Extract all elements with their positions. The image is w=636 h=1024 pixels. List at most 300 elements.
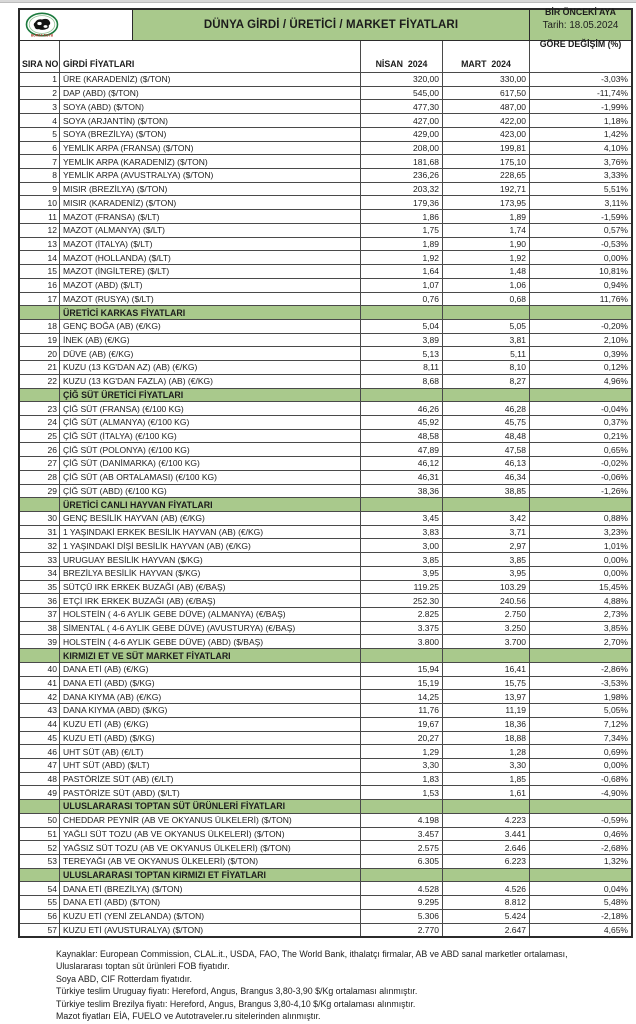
table-row [20, 346, 631, 360]
march-value: 46,34 [442, 471, 529, 484]
row-number: 29 [47, 485, 57, 496]
march-value: 4.223 [442, 814, 529, 827]
row-number: 36 [47, 595, 57, 606]
change-value: 0,46% [529, 828, 631, 841]
section-header-row [20, 497, 631, 511]
change-value: 1,01% [529, 539, 631, 552]
table-row [20, 772, 631, 786]
item-name: DANA ETİ (AB) (€/KG) [59, 663, 360, 676]
section-sira-spacer [20, 389, 59, 402]
row-number: 11 [48, 211, 57, 222]
table-row [20, 525, 631, 539]
april-value: 477,30 [360, 100, 442, 113]
section-title: ÜRETİCİ KARKAS FİYATLARI [59, 306, 360, 319]
price-table [18, 8, 633, 938]
change-value: -2,86% [529, 663, 631, 676]
april-value: 3,45 [360, 512, 442, 525]
row-number: 56 [47, 911, 57, 922]
row-number: 12 [47, 225, 57, 236]
section-sira-spacer [20, 649, 59, 662]
item-name: ÇİĞ SÜT (AB ORTALAMASI) (€/100 KG) [59, 471, 360, 484]
april-value: 4.528 [360, 882, 442, 895]
table-row [20, 182, 631, 196]
table-row [20, 442, 631, 456]
change-value: 1,18% [529, 114, 631, 127]
change-value: 7,34% [529, 732, 631, 745]
table-row [20, 634, 631, 648]
item-name: SİMENTAL ( 4-6 AYLIK GEBE DÜVE) (AVUSTURYA) (€/BAŞ) [59, 622, 360, 635]
march-value: 5,11 [442, 347, 529, 360]
item-name: DÜVE (AB) (€/KG) [59, 347, 360, 360]
march-value: 3,42 [442, 512, 529, 525]
row-number: 57 [47, 924, 57, 935]
change-value: -1,59% [529, 210, 631, 223]
footnote-line: Türkiye teslim Uruguay fiyatı: Hereford, Angus, Brangus 3,80-3,90 $/Kg ortalaması alınmıştır. [56, 986, 418, 997]
row-number: 40 [47, 664, 57, 675]
march-value: 5.424 [442, 910, 529, 923]
table-row [20, 607, 631, 621]
section-march-spacer [442, 389, 529, 402]
row-number: 22 [47, 376, 57, 387]
march-value: 46,13 [442, 457, 529, 470]
april-value: 208,00 [360, 142, 442, 155]
april-value: 181,68 [360, 155, 442, 168]
march-value: 175,10 [442, 155, 529, 168]
march-value: 3.700 [442, 635, 529, 648]
march-value: 13,97 [442, 690, 529, 703]
item-name: KUZU (13 KG'DAN AZ) (AB) (€/KG) [59, 361, 360, 374]
item-name: GENÇ BESİLİK HAYVAN (AB) (€/KG) [59, 512, 360, 525]
row-number: 44 [47, 719, 57, 730]
april-value: 9.295 [360, 896, 442, 909]
table-row [20, 429, 631, 443]
march-value: 1,89 [442, 210, 529, 223]
march-value: 3,81 [442, 334, 529, 347]
march-value: 330,00 [442, 73, 529, 86]
item-name: KUZU (13 KG'DAN FAZLA) (AB) (€/KG) [59, 375, 360, 388]
change-value: 15,45% [529, 581, 631, 594]
table-row [20, 209, 631, 223]
row-number: 23 [47, 403, 57, 414]
april-value: 3,00 [360, 539, 442, 552]
april-value: 2.770 [360, 924, 442, 937]
change-value: -3,53% [529, 677, 631, 690]
table-row [20, 689, 631, 703]
change-value: 0,69% [529, 745, 631, 758]
item-name: PASTÖRİZE SÜT (AB) (€/LT) [59, 773, 360, 786]
table-row [20, 758, 631, 772]
april-value: 48,58 [360, 430, 442, 443]
table-row [20, 895, 631, 909]
section-march-spacer [442, 498, 529, 511]
change-value: 4,88% [529, 594, 631, 607]
section-header-row [20, 799, 631, 813]
section-change-spacer [529, 306, 631, 319]
row-number: 21 [47, 362, 57, 373]
table-row [20, 113, 631, 127]
item-name: MAZOT (RUSYA) ($/LT) [59, 293, 360, 306]
change-value: 5,05% [529, 704, 631, 717]
change-value: 3,23% [529, 526, 631, 539]
row-number: 6 [52, 142, 57, 153]
section-sira-spacer [20, 498, 59, 511]
section-march-spacer [442, 649, 529, 662]
item-name: URUGUAY BESİLİK HAYVAN ($/KG) [59, 553, 360, 566]
april-value: 15,94 [360, 663, 442, 676]
table-row [20, 237, 631, 251]
item-name: SOYA (ARJANTİN) ($/TON) [59, 114, 360, 127]
row-number: 27 [47, 458, 57, 469]
march-value: 18,36 [442, 718, 529, 731]
march-value: 3,95 [442, 567, 529, 580]
section-april-spacer [360, 869, 442, 882]
change-value: 3,85% [529, 622, 631, 635]
march-value: 15,75 [442, 677, 529, 690]
change-value: 0,00% [529, 553, 631, 566]
item-name: TEREYAĞI (AB VE OKYANUS ÜLKELERİ) ($/TON) [59, 855, 360, 868]
section-change-spacer [529, 649, 631, 662]
april-value: 1,92 [360, 251, 442, 264]
item-name: YAĞLI SÜT TOZU (AB VE OKYANUS ÜLKELERİ) ($/TON) [59, 828, 360, 841]
section-sira-spacer [20, 800, 59, 813]
item-name: ÇİĞ SÜT (İTALYA) (€/100 KG) [59, 430, 360, 443]
change-value: 4,10% [529, 142, 631, 155]
row-number: 33 [47, 554, 57, 565]
march-value: 38,85 [442, 485, 529, 498]
item-name: KUZU ETİ (AVUSTURALYA) ($/TON) [59, 924, 360, 937]
row-number: 38 [47, 623, 57, 634]
row-number: 54 [47, 883, 57, 894]
footnote-line: Uluslararası toptan süt ürünleri FOB fiyatıdır. [56, 961, 230, 972]
table-row [20, 717, 631, 731]
march-value: 6.223 [442, 855, 529, 868]
row-number: 51 [47, 828, 57, 839]
change-value: 4,65% [529, 924, 631, 937]
april-value: 4.198 [360, 814, 442, 827]
item-name: DANA KIYMA (ABD) ($/KG) [59, 704, 360, 717]
april-value: 14,25 [360, 690, 442, 703]
april-value: 5,04 [360, 320, 442, 333]
item-name: ÇİĞ SÜT (ALMANYA) (€/100 KG) [59, 416, 360, 429]
april-value: 119.25 [360, 581, 442, 594]
row-number: 32 [47, 540, 57, 551]
row-number: 20 [47, 348, 57, 359]
april-value: 2.825 [360, 608, 442, 621]
table-row [20, 731, 631, 745]
table-row [20, 154, 631, 168]
march-value: 199,81 [442, 142, 529, 155]
row-number: 35 [47, 581, 57, 592]
row-number: 15 [47, 266, 57, 277]
april-value: 3.457 [360, 828, 442, 841]
item-name: DANA ETİ (BREZİLYA) ($/TON) [59, 882, 360, 895]
item-name: ÇİĞ SÜT (DANİMARKA) (€/100 KG) [59, 457, 360, 470]
march-value: 45,75 [442, 416, 529, 429]
table-row [20, 141, 631, 155]
report-date: Tarih: 18.05.2024 [529, 10, 631, 40]
item-name: MAZOT (İTALYA) ($/LT) [59, 238, 360, 251]
table-row [20, 250, 631, 264]
table-row [20, 278, 631, 292]
item-name: DANA ETİ (ABD) ($/KG) [59, 677, 360, 690]
march-value: 1,92 [442, 251, 529, 264]
item-name: SOYA (ABD) ($/TON) [59, 100, 360, 113]
table-row [20, 292, 631, 306]
april-value: 429,00 [360, 128, 442, 141]
april-value: 46,26 [360, 402, 442, 415]
march-value: 422,00 [442, 114, 529, 127]
table-row [20, 127, 631, 141]
row-number: 55 [47, 897, 57, 908]
change-value: 0,04% [529, 882, 631, 895]
change-value: -0,20% [529, 320, 631, 333]
section-title: ÇİĞ SÜT ÜRETİCİ FİYATLARI [59, 389, 360, 402]
footnote-line: Kaynaklar: European Commission, CLAL.it., USDA, FAO, The World Bank, ithalatçı firmalar, AB ve ABD sanal marketler ortalaması, [56, 949, 568, 959]
table-row [20, 580, 631, 594]
section-april-spacer [360, 306, 442, 319]
table-row [20, 511, 631, 525]
footnote-line: Türkiye teslim Brezilya fiyatı: Hereford, Angus, Brangus 3,80-4,10 $/Kg ortalaması alınmıştır. [56, 998, 416, 1009]
table-row [20, 923, 631, 937]
item-name: BREZİLYA BESİLİK HAYVAN ($/KG) [59, 567, 360, 580]
march-value: 2.646 [442, 841, 529, 854]
march-value: 1,28 [442, 745, 529, 758]
table-row [20, 552, 631, 566]
item-name: MAZOT (İNGİLTERE) ($/LT) [59, 265, 360, 278]
march-value: 487,00 [442, 100, 529, 113]
section-title: ÜRETİCİ CANLI HAYVAN FİYATLARI [59, 498, 360, 511]
table-row [20, 854, 631, 868]
table-row [20, 813, 631, 827]
item-name: ÇİĞ SÜT (FRANSA) (€/100 KG) [59, 402, 360, 415]
section-april-spacer [360, 389, 442, 402]
march-value: 2.647 [442, 924, 529, 937]
table-row [20, 470, 631, 484]
april-value: 1,53 [360, 786, 442, 799]
change-value: -1,26% [529, 485, 631, 498]
march-value: 0,68 [442, 293, 529, 306]
section-header-row [20, 648, 631, 662]
march-value: 4.526 [442, 882, 529, 895]
item-name: YEMLİK ARPA (FRANSA) ($/TON) [59, 142, 360, 155]
change-value: 5,51% [529, 183, 631, 196]
april-value: 3,85 [360, 553, 442, 566]
table-row [20, 333, 631, 347]
march-value: 1,61 [442, 786, 529, 799]
row-number: 47 [47, 760, 57, 771]
april-value: 1,83 [360, 773, 442, 786]
row-number: 4 [52, 115, 57, 126]
row-number: 16 [47, 280, 57, 291]
april-value: 203,32 [360, 183, 442, 196]
item-name: UHT SÜT (AB) (€/LT) [59, 745, 360, 758]
march-value: 228,65 [442, 169, 529, 182]
item-name: ÇİĞ SÜT (POLONYA) (€/100 KG) [59, 443, 360, 456]
section-change-spacer [529, 800, 631, 813]
change-value: 0,21% [529, 430, 631, 443]
table-row [20, 360, 631, 374]
table-row [20, 744, 631, 758]
april-value: 8,11 [360, 361, 442, 374]
april-value: 38,36 [360, 485, 442, 498]
item-name: KUZU ETİ (YENİ ZELANDA) ($/TON) [59, 910, 360, 923]
change-value: 11,76% [529, 293, 631, 306]
row-number: 5 [52, 129, 57, 140]
april-value: 3,83 [360, 526, 442, 539]
section-title: ULUSLARARASI TOPTAN SÜT ÜRÜNLERİ FİYATLARI [59, 800, 360, 813]
column-header-march: MART 2024 [442, 41, 529, 72]
march-value: 1,85 [442, 773, 529, 786]
march-value: 3.250 [442, 622, 529, 635]
april-value: 3.800 [360, 635, 442, 648]
table-row [20, 319, 631, 333]
change-value: 0,94% [529, 279, 631, 292]
march-value: 2,97 [442, 539, 529, 552]
row-number: 53 [47, 856, 57, 867]
march-value: 5,05 [442, 320, 529, 333]
april-value: 236,26 [360, 169, 442, 182]
change-value: -1,99% [529, 100, 631, 113]
table-row [20, 99, 631, 113]
april-value: 19,67 [360, 718, 442, 731]
section-april-spacer [360, 649, 442, 662]
table-row [20, 909, 631, 923]
change-value: -11,74% [529, 87, 631, 100]
row-number: 49 [47, 787, 57, 798]
change-value: 1,32% [529, 855, 631, 868]
march-value: 3,30 [442, 759, 529, 772]
item-name: MISIR (BREZİLYA) ($/TON) [59, 183, 360, 196]
change-value: 1,42% [529, 128, 631, 141]
march-value: 1,74 [442, 224, 529, 237]
row-number: 42 [47, 691, 57, 702]
change-value: 3,76% [529, 155, 631, 168]
item-name: 1 YAŞINDAKİ ERKEK BESİLİK HAYVAN (AB) (€/KG) [59, 526, 360, 539]
april-value: 20,27 [360, 732, 442, 745]
march-value: 423,00 [442, 128, 529, 141]
april-value: 320,00 [360, 73, 442, 86]
april-value: 15,19 [360, 677, 442, 690]
row-number: 45 [47, 732, 57, 743]
table-row [20, 840, 631, 854]
item-name: HOLSTEİN ( 4-6 AYLIK GEBE DÜVE) (ABD) ($/BAŞ) [59, 635, 360, 648]
april-value: 46,12 [360, 457, 442, 470]
march-value: 46,28 [442, 402, 529, 415]
change-value: -2,18% [529, 910, 631, 923]
logo-cell [20, 10, 132, 40]
section-sira-spacer [20, 306, 59, 319]
footnote-line: Soya ABD, CIF Rotterdam fiyatıdır. [56, 973, 192, 984]
row-number: 18 [47, 321, 57, 332]
footnotes [56, 948, 622, 1022]
change-value: 7,12% [529, 718, 631, 731]
item-name: YEMLİK ARPA (KARADENİZ) ($/TON) [59, 155, 360, 168]
row-number: 2 [52, 88, 57, 99]
item-name: DANA ETİ (ABD) ($/TON) [59, 896, 360, 909]
column-header-change-line2: GÖRE DEĞİŞİM (%) [539, 38, 622, 49]
march-value: 1,48 [442, 265, 529, 278]
logo-caption: BURSA DSYB [30, 33, 54, 37]
march-value: 1,90 [442, 238, 529, 251]
item-name: MAZOT (HOLLANDA) ($/LT) [59, 251, 360, 264]
item-name: ÇİĞ SÜT (ABD) (€/100 KG) [59, 485, 360, 498]
item-name: KUZU ETİ (AB) (€/KG) [59, 718, 360, 731]
change-value: 3,11% [529, 196, 631, 209]
table-row [20, 86, 631, 100]
item-name: YEMLİK ARPA (AVUSTRALYA) ($/TON) [59, 169, 360, 182]
april-value: 1,89 [360, 238, 442, 251]
section-march-spacer [442, 306, 529, 319]
row-number: 24 [47, 417, 57, 428]
row-number: 13 [47, 238, 57, 249]
change-value: 2,10% [529, 334, 631, 347]
section-header-row [20, 305, 631, 319]
item-name: UHT SÜT (ABD) ($/LT) [59, 759, 360, 772]
change-value: 0,39% [529, 347, 631, 360]
march-value: 3,85 [442, 553, 529, 566]
change-value: 1,98% [529, 690, 631, 703]
footnote-line: Mazot fiyatları EİA, FUELO ve Autotraveler.ru sitelerinden alınmıştır. [56, 1011, 321, 1022]
april-value: 179,36 [360, 196, 442, 209]
change-value: -4,90% [529, 786, 631, 799]
change-value: 4,96% [529, 375, 631, 388]
table-row [20, 621, 631, 635]
change-value: 0,00% [529, 759, 631, 772]
april-value: 427,00 [360, 114, 442, 127]
april-value: 1,86 [360, 210, 442, 223]
change-value: -0,68% [529, 773, 631, 786]
march-value: 8,27 [442, 375, 529, 388]
item-name: HOLSTEİN ( 4-6 AYLIK GEBE DÜVE) (ALMANYA) (€/BAŞ) [59, 608, 360, 621]
march-value: 2.750 [442, 608, 529, 621]
item-name: MAZOT (ABD) ($/LT) [59, 279, 360, 292]
april-value: 46,31 [360, 471, 442, 484]
change-value: -3,03% [529, 73, 631, 86]
row-number: 30 [47, 513, 57, 524]
change-value: -0,04% [529, 402, 631, 415]
change-value: 0,12% [529, 361, 631, 374]
april-value: 3,95 [360, 567, 442, 580]
section-sira-spacer [20, 869, 59, 882]
table-row [20, 593, 631, 607]
section-title: KIRMIZI ET VE SÜT MARKET FİYATLARI [59, 649, 360, 662]
april-value: 47,89 [360, 443, 442, 456]
item-name: ÜRE (KARADENİZ) ($/TON) [59, 73, 360, 86]
row-number: 25 [47, 431, 57, 442]
change-value: 2,73% [529, 608, 631, 621]
item-name: İNEK (AB) (€/KG) [59, 334, 360, 347]
table-row [20, 374, 631, 388]
section-title: ULUSLARARASI TOPTAN KIRMIZI ET FİYATLARI [59, 869, 360, 882]
april-value: 8,68 [360, 375, 442, 388]
row-number: 39 [47, 636, 57, 647]
change-value: -0,59% [529, 814, 631, 827]
change-value: 0,00% [529, 251, 631, 264]
section-march-spacer [442, 800, 529, 813]
march-value: 48,48 [442, 430, 529, 443]
item-name: 1 YAŞINDAKİ DİŞİ BESİLİK HAYVAN (AB) (€/KG) [59, 539, 360, 552]
column-header-sira-no: SIRA NO [22, 59, 59, 69]
change-value: 2,70% [529, 635, 631, 648]
april-value: 3,30 [360, 759, 442, 772]
table-row [20, 566, 631, 580]
section-header-row [20, 868, 631, 882]
change-value: 0,00% [529, 567, 631, 580]
row-number: 26 [47, 444, 57, 455]
april-value: 45,92 [360, 416, 442, 429]
item-name: DANA KIYMA (AB) (€/KG) [59, 690, 360, 703]
march-value: 192,71 [442, 183, 529, 196]
